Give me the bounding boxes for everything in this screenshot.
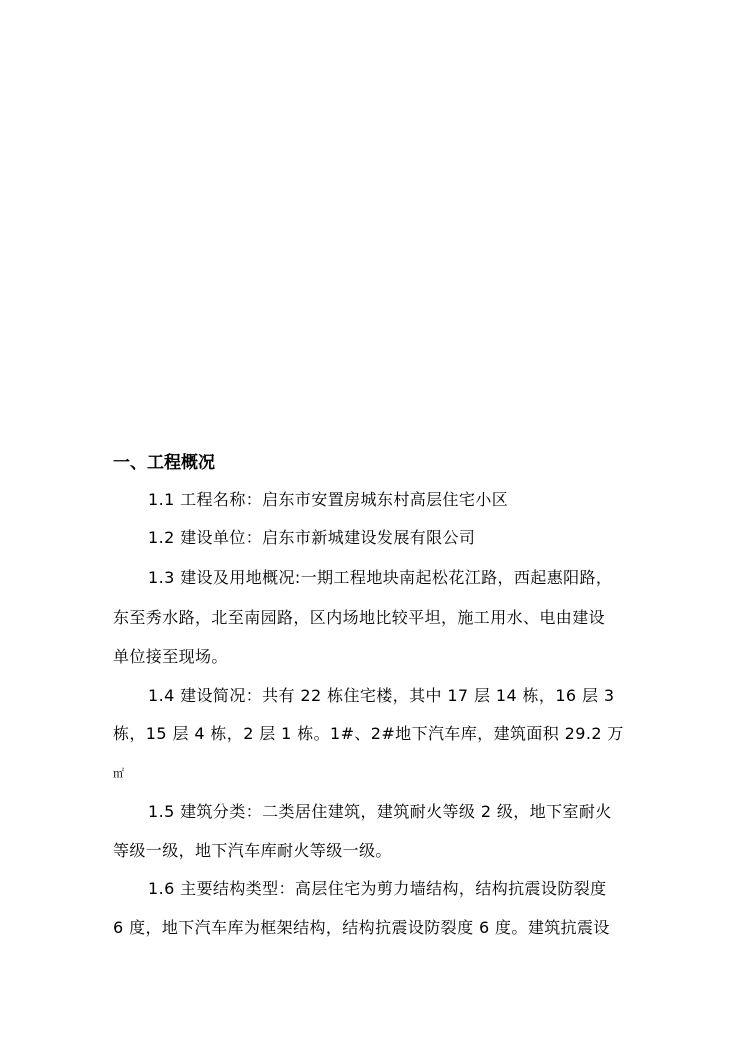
- item-6-line-2: 6 度，地下汽车库为框架结构，结构抗震设防裂度 6 度。建筑抗震设: [113, 918, 610, 937]
- item-4-line-1: 1.4 建设简况：共有 22 栋住宅楼，其中 17 层 14 栋，16 层 3: [148, 686, 615, 705]
- item-3-line-3: 单位接至现场。: [113, 647, 228, 666]
- item-2-construction-unit: 1.2 建设单位：启东市新城建设发展有限公司: [148, 528, 476, 547]
- item-4-line-3: ㎡: [113, 767, 125, 780]
- item-1-project-name: 1.1 工程名称：启东市安置房城东村高层住宅小区: [148, 490, 509, 509]
- item-3-line-2: 东至秀水路，北至南园路，区内场地比较平坦，施工用水、电由建设: [113, 608, 606, 627]
- section-heading: 一、工程概况: [113, 453, 215, 473]
- item-3-line-1: 1.3 建设及用地概况:一期工程地块南起松花江路，西起惠阳路，: [148, 568, 613, 587]
- item-4-line-2: 栋，15 层 4 栋，2 层 1 栋。1#、2#地下汽车库，建筑面积 29.2 万: [113, 724, 624, 743]
- item-5-line-1: 1.5 建筑分类：二类居住建筑，建筑耐火等级 2 级，地下室耐火: [148, 802, 612, 821]
- item-5-line-2: 等级一级，地下汽车库耐火等级一级。: [113, 841, 392, 860]
- item-6-line-1: 1.6 主要结构类型：高层住宅为剪力墙结构，结构抗震设防裂度: [148, 879, 607, 898]
